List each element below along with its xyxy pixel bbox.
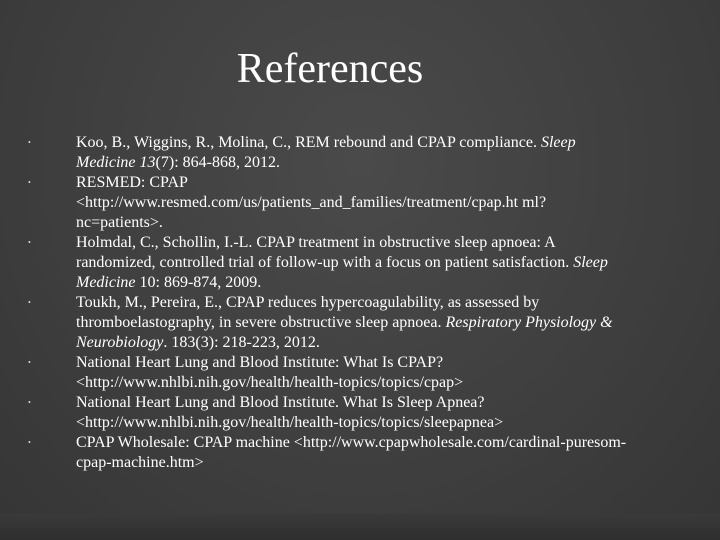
reference-text (76, 133, 628, 173)
reference-text-segment: Holmdal, C., Schollin, I.-L. CPAP treatment in obstructive sleep apnoea: A randomized, controlled trial of follow-up with a focus on patient satisfaction. (76, 234, 574, 271)
bottom-bar (0, 514, 720, 540)
reference-text (76, 393, 628, 433)
reference-item (28, 173, 628, 233)
reference-text-segment: (7): 864-868, 2012. (155, 154, 280, 171)
reference-text (76, 233, 628, 293)
reference-item (28, 293, 628, 353)
slide-title: References (236, 46, 424, 92)
reference-text-segment: RESMED: CPAP <http://www.resmed.com/us/patients_and_families/treatment/cpap.ht ml?nc=patients>. (76, 174, 547, 231)
reference-text (76, 173, 628, 233)
reference-text-segment: CPAP Wholesale: CPAP machine <http://www.cpapwholesale.com/cardinal-puresom-cpap-machine.htm> (76, 434, 627, 471)
reference-text-segment: National Heart Lung and Blood Institute. What Is Sleep Apnea? <http://www.nhlbi.nih.gov/health/health-topics/topics/sleepapnea> (76, 394, 504, 431)
bullet-icon: • (28, 438, 31, 447)
reference-text-segment: National Heart Lung and Blood Institute: What Is CPAP? <http://www.nhlbi.nih.gov/health/health-topics/topics/cpap> (76, 354, 464, 391)
bullet-icon: • (28, 238, 31, 247)
bullet-icon: • (28, 398, 31, 407)
bullet-icon: • (28, 358, 31, 367)
reference-text (76, 433, 628, 473)
reference-item (28, 433, 628, 473)
reference-source-title: Sleep Medicine (76, 254, 608, 291)
reference-item (28, 233, 628, 293)
reference-item (28, 393, 628, 433)
reference-text-segment: . 183(3): 218-223, 2012. (163, 334, 320, 351)
reference-source-title: Sleep Medicine 13 (76, 134, 576, 171)
reference-text-segment: 10: 869-874, 2009. (135, 274, 262, 291)
reference-source-title: Respiratory Physiology & Neurobiology (76, 314, 613, 351)
reference-text (76, 353, 628, 393)
reference-text (76, 293, 628, 353)
reference-text-segment: Toukh, M., Pereira, E., CPAP reduces hypercoagulability, as assessed by thromboelastography, in severe obstructive sleep apnoea. (76, 294, 540, 331)
reference-item (28, 353, 628, 393)
reference-list (28, 133, 628, 473)
reference-item (28, 133, 628, 173)
bullet-icon: • (28, 178, 31, 187)
bullet-icon: • (28, 298, 31, 307)
reference-text-segment: Koo, B., Wiggins, R., Molina, C., REM rebound and CPAP compliance. (76, 134, 541, 151)
bullet-icon: • (28, 138, 31, 147)
